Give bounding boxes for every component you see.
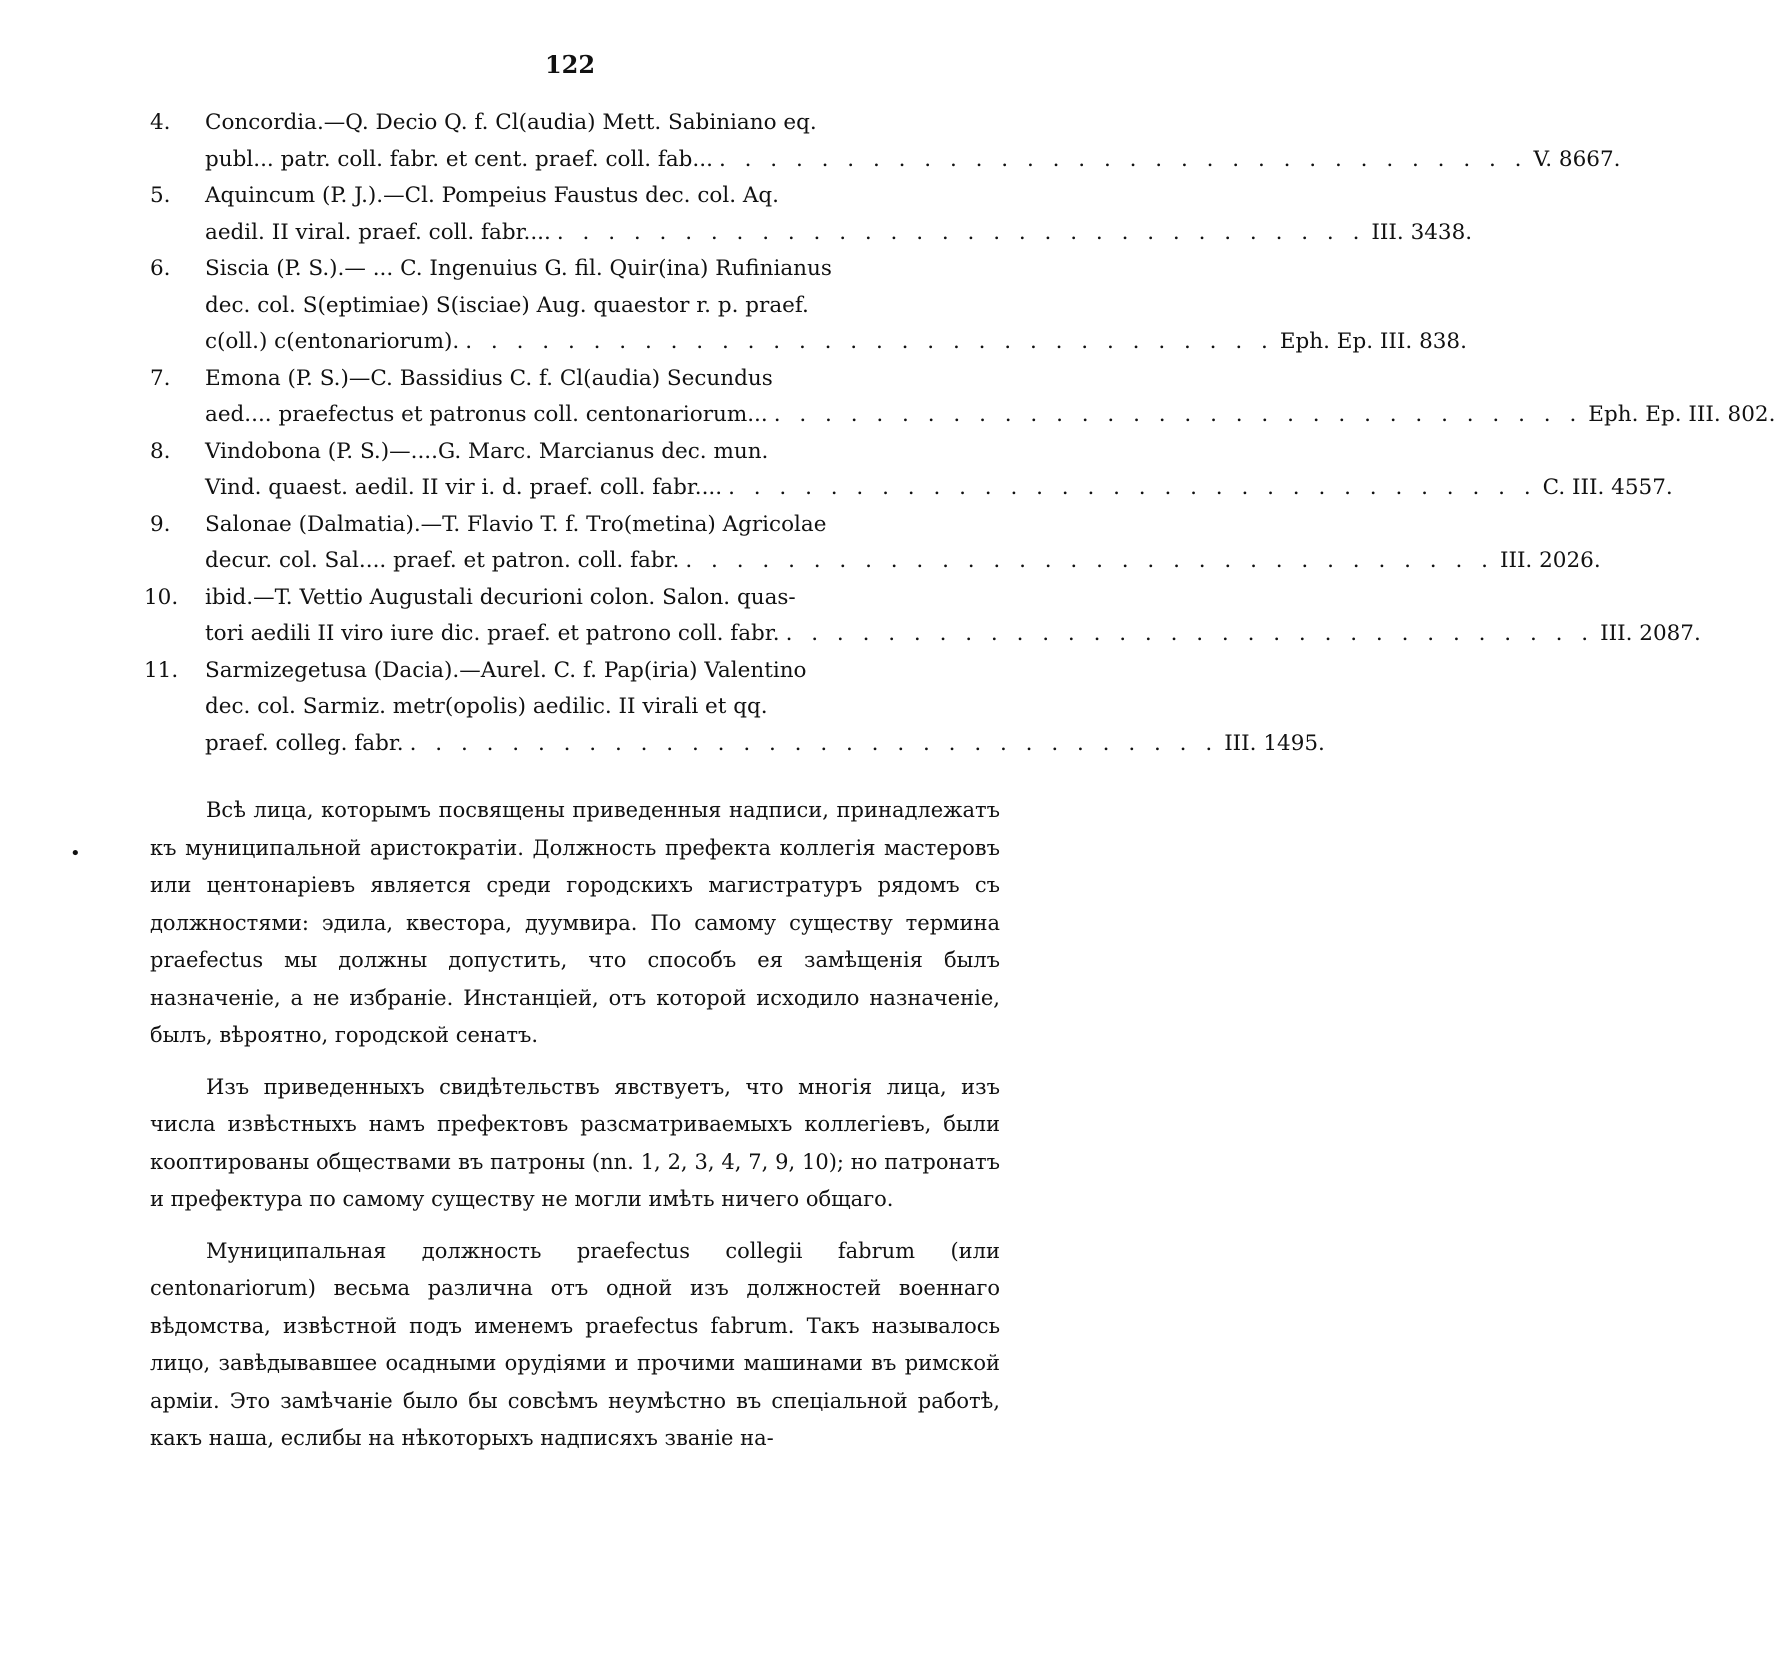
paragraph-2: Изъ приведенныхъ свидѣтельствъ явствуетъ, что многія лица, изъ числа извѣстныхъ намъ префектовъ разсматриваемыхъ коллегіевъ, были кооптированы обществами въ патроны (nn. 1, 2, 3, 4, 7, 9, 10); но патронатъ и префектура по самому существу не могли имѣть ничего общаго.: [150, 1074, 1000, 1211]
entry-line: Concordia.—Q. Decio Q. f. Cl(audia) Mett. Sabiniano eq.: [205, 110, 817, 135]
entry-number: 10.: [144, 584, 179, 610]
entry-line: ibid.—T. Vettio Augustali decurioni colon. Salon. quas-: [205, 584, 796, 610]
entry-last-line: [205, 616, 1701, 653]
entry-number: 5.: [150, 183, 171, 208]
entry-line: publ... patr. coll. fabr. et cent. praef. coll. fab...: [205, 146, 713, 172]
entry-line: Vindobona (P. S.)—....G. Marc. Marcianus dec. mun.: [205, 438, 769, 464]
leader-dots: . . . . . . . . . . . . . . . . . . . . . . . . . . . . . . . .: [409, 730, 1219, 756]
page-number: 122: [544, 50, 596, 79]
entry-line: dec. col. Sarmiz. metr(opolis) aedilic. II virali et qq.: [205, 694, 768, 719]
entry-last-line: [205, 726, 1325, 763]
inscription-entry: [150, 434, 1673, 507]
entry-line: Sarmizegetusa (Dacia).—Aurel. C. f. Pap(iria) Valentino: [205, 657, 807, 683]
leader-dots: . . . . . . . . . . . . . . . . . . . . . . . . . . . . . . . .: [556, 219, 1366, 245]
entry-last-line: [205, 142, 1621, 179]
entry-number: 4.: [150, 110, 171, 135]
leader-dots: . . . . . . . . . . . . . . . . . . . . . . . . . . . . . . . .: [773, 402, 1583, 427]
inscription-entry: [150, 507, 1601, 580]
inscription-entry: [144, 653, 1325, 763]
body-text: [150, 792, 1000, 1472]
leader-dots: . . . . . . . . . . . . . . . . . . . . . . . . . . . . . . . .: [728, 475, 1537, 500]
entry-reference: III. 3438.: [1371, 219, 1473, 245]
inscription-entry: [150, 105, 1621, 178]
leader-dots: . . . . . . . . . . . . . . . . . . . . . . . . . . . . . . . .: [465, 329, 1274, 354]
paragraph-3: Муниципальная должность praefectus collegii fabrum (или centonariorum) весьма различна отъ одной изъ должностей военнаго вѣдомства, извѣстной подъ именемъ praefectus fabrum. Такъ называлось лицо, завѣдывавшее осадными орудіями и прочими машинами въ римской арміи. Это замѣчаніе было бы совсѣмъ неумѣстно въ спеціальной работѣ, какъ наша, еслибы на нѣкоторыхъ надписяхъ званіе на-: [150, 1238, 1000, 1450]
entry-number: 9.: [150, 511, 171, 537]
entry-line: Emona (P. S.)—C. Bassidius C. f. Cl(audia) Secundus: [205, 365, 773, 391]
entry-reference: V. 8667.: [1533, 146, 1621, 172]
inscription-entry: [150, 251, 1467, 361]
entry-line: c(oll.) c(entonariorum).: [205, 329, 460, 354]
entry-reference: C. III. 4557.: [1542, 475, 1673, 500]
inscription-entry: [150, 178, 1473, 251]
entry-line: Aquincum (P. J.).—Cl. Pompeius Faustus dec. col. Aq.: [205, 183, 780, 208]
entry-last-line: [205, 470, 1673, 507]
leader-dots: . . . . . . . . . . . . . . . . . . . . . . . . . . . . . . . .: [685, 548, 1494, 573]
entry-last-line: [205, 543, 1601, 580]
inscription-entry: [144, 580, 1701, 653]
inscription-list: [144, 105, 1775, 762]
entry-number: 6.: [150, 256, 171, 281]
entry-line: dec. col. S(eptimiae) S(isciae) Aug. quaestor r. p. praef.: [205, 292, 809, 318]
leader-dots: . . . . . . . . . . . . . . . . . . . . . . . . . . . . . . . .: [718, 146, 1528, 172]
inscription-entry: [150, 361, 1775, 434]
entry-reference: III. 1495.: [1224, 730, 1325, 756]
entry-line: decur. col. Sal.... praef. et patron. coll. fabr.: [205, 548, 680, 573]
entry-line: praef. colleg. fabr.: [205, 730, 404, 756]
entry-number: 8.: [150, 438, 171, 464]
entry-line: aedil. II viral. praef. coll. fabr....: [205, 219, 551, 245]
entry-line: Salonae (Dalmatia).—T. Flavio T. f. Tro(metina) Agricolae: [205, 511, 827, 537]
entry-line: aed.... praefectus et patronus coll. centonariorum...: [205, 402, 768, 427]
entry-reference: Eph. Ep. III. 838.: [1279, 329, 1467, 354]
entry-number: 7.: [150, 365, 171, 391]
paragraph-1: Всѣ лица, которымъ посвящены приведенныя надписи, принадлежатъ къ муниципальной аристократіи. Должность префекта коллегія мастеровъ или центонаріевъ является среди городскихъ магистратуръ рядомъ съ должностями: эдила, квестора, дуумвира. По самому существу термина praefectus мы должны допустить, что способъ ея замѣщенія былъ назначеніе, а не избраніе. Инстанціей, отъ которой исходило назначеніе, былъ, вѣроятно, городской сенатъ.: [150, 798, 1000, 1047]
entry-number: 11.: [144, 657, 179, 683]
entry-reference: Eph. Ep. III. 802.: [1588, 402, 1775, 427]
entry-line: Vind. quaest. aedil. II vir i. d. praef. coll. fabr....: [205, 475, 723, 500]
entry-line: Siscia (P. S.).— ... C. Ingenuius G. fil. Quir(ina) Rufinianus: [205, 256, 832, 281]
entry-reference: III. 2026.: [1499, 548, 1601, 573]
leader-dots: . . . . . . . . . . . . . . . . . . . . . . . . . . . . . . . .: [785, 621, 1595, 646]
entry-line: tori aedili II viro iure dic. praef. et patrono coll. fabr.: [205, 621, 780, 646]
entry-last-line: [205, 324, 1467, 361]
entry-reference: III. 2087.: [1600, 621, 1701, 646]
margin-mark: •: [70, 843, 81, 864]
entry-last-line: [205, 215, 1473, 252]
entry-last-line: [205, 397, 1775, 434]
